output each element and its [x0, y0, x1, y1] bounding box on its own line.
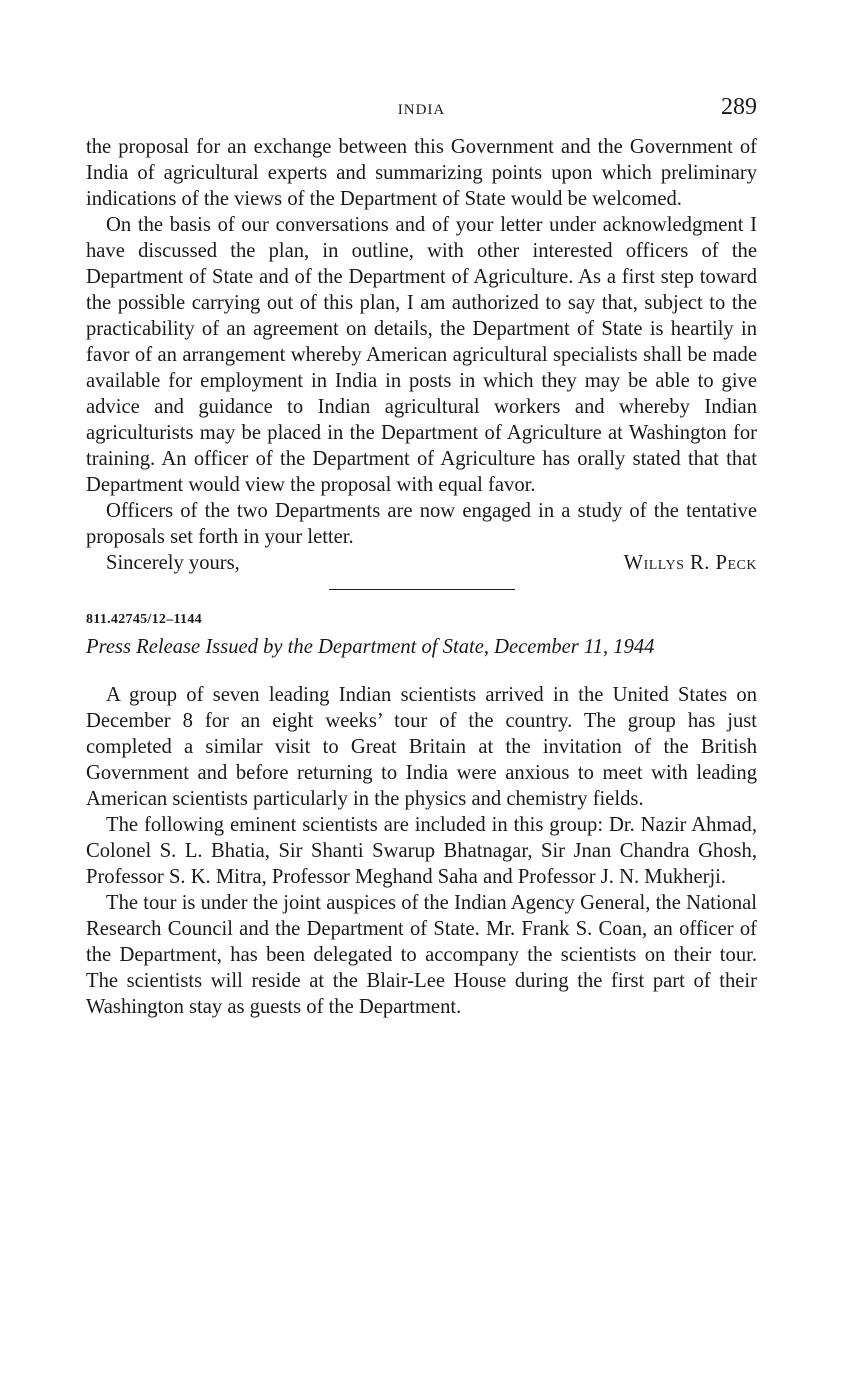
letter-paragraph-2: On the basis of our conversations and of your letter under acknowledgment I have discussed the plan, in outline, with other interested officers of the Department of State and of the Department of Agriculture. As a first step toward the possible carrying out of this plan, I am authorized to say that, subject to the practicability of an agreement on details, the Department of State is heartily in favor of an arrangement whereby American agricultural specialists shall be made available for employment in India in posts in which they may be able to give advice and guidance to Indian agricultural workers and whereby Indian agriculturists may be placed in the Department of Agriculture at Washington for training. An officer of the Department of Agriculture has orally stated that that Department would view the proposal with equal favor.	[86, 214, 757, 496]
letter-body	[86, 134, 757, 576]
press-paragraph-2: The following eminent scientists are included in this group: Dr. Nazir Ahmad, Colonel S. L. Bhatia, Sir Shanti Swarup Bhatnagar, Sir Jnan Chandra Ghosh, Professor S. K. Mitra, Professor Meghand Saha and Professor J. N. Mukherji.	[86, 814, 757, 888]
closing-salutation: Sincerely yours,	[106, 552, 240, 574]
running-head	[86, 94, 757, 134]
running-title: INDIA	[397, 102, 446, 118]
press-paragraph-1: A group of seven leading Indian scientists arrived in the United States on December 8 for an eight weeks’ tour of the country. The group has just completed a similar visit to Great Britain at the invitation of the British Government and before returning to India were anxious to meet with leading American scientists particularly in the physics and chemistry fields.	[86, 684, 757, 810]
press-release	[86, 612, 757, 1020]
file-number: 811.42745/12–1144	[86, 612, 202, 627]
document-heading: Press Release Issued by the Department of State, December 11, 1944	[86, 636, 655, 658]
press-paragraph-3: The tour is under the joint auspices of the Indian Agency General, the National Research Council and the Department of State. Mr. Frank S. Coan, an officer of the Department, has been delegated to accompany the scientists on their tour. The scientists will reside at the Blair-Lee House during the first part of their Washington stay as guests of the Department.	[86, 892, 757, 1018]
document-page	[86, 0, 757, 1020]
letter-paragraph-1: the proposal for an exchange between this Government and the Government of India of agricultural experts and summarizing points upon which preliminary indications of the views of the Department of State would be welcomed.	[86, 136, 757, 210]
signature: Willys R. Peck	[623, 552, 757, 574]
letter-closing	[86, 550, 757, 576]
letter-paragraph-3: Officers of the two Departments are now engaged in a study of the tentative proposals set forth in your letter.	[86, 500, 757, 548]
section-divider	[329, 589, 515, 590]
page-number: 289	[721, 94, 757, 120]
